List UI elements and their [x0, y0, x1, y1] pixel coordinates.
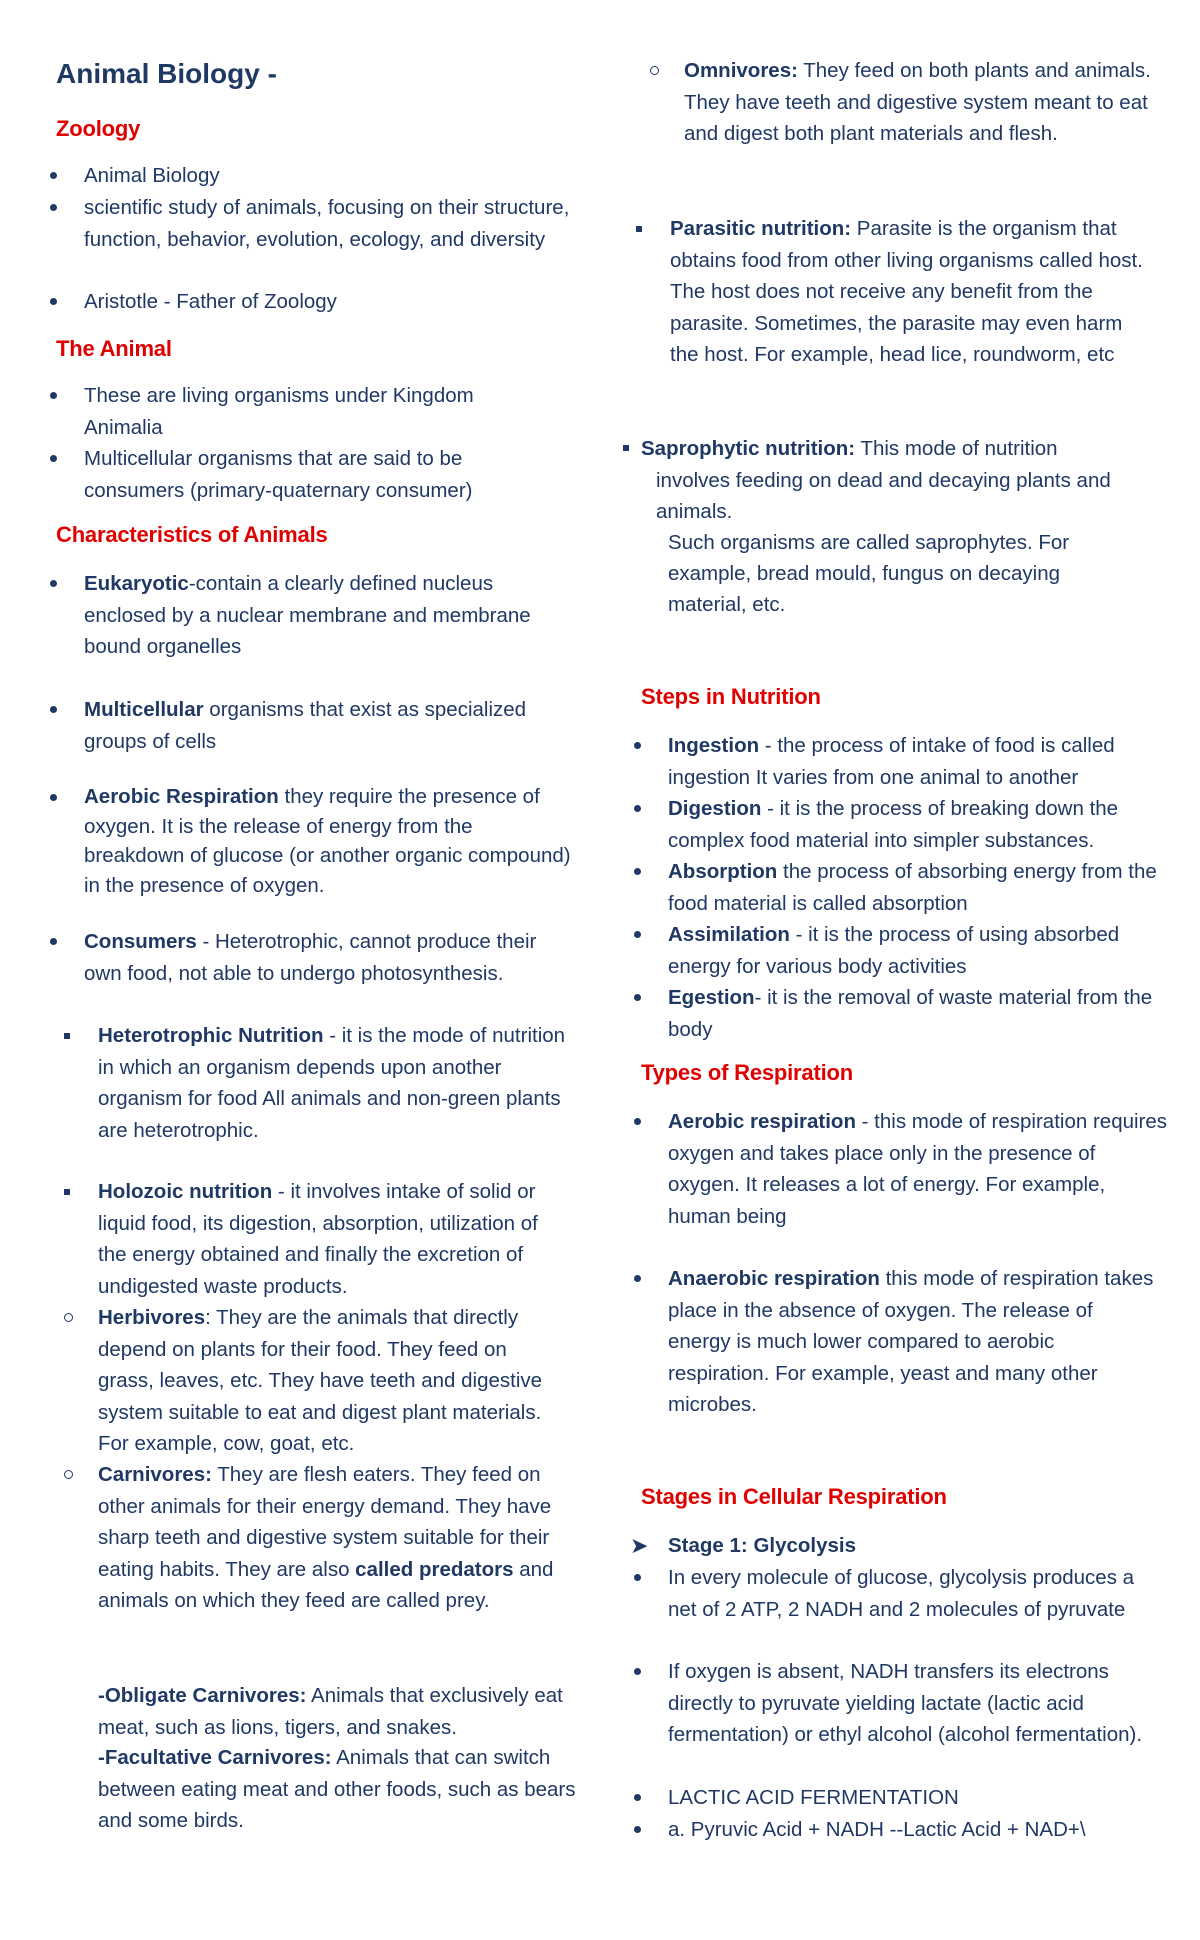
list-item: Consumers - Heterotrophic, cannot produce their own food, not able to undergo photosynthesis. — [84, 930, 537, 985]
stages-heading: Stages in Cellular Respiration — [641, 1484, 947, 1509]
bullet-icon — [634, 1574, 641, 1581]
bullet-icon — [634, 1275, 641, 1282]
bullet-icon — [634, 931, 641, 938]
list-item: a. Pyruvic Acid + NADH --Lactic Acid + NAD+\ — [668, 1818, 1086, 1841]
bullet-icon — [634, 994, 641, 1001]
list-item: Holozoic nutrition - it involves intake of solid or liquid food, its digestion, absorption, utilization of the energy obtained and finally the excretion of undigested waste products. — [98, 1180, 538, 1298]
bullet-icon — [50, 938, 57, 945]
arrow-bullet-icon: ➤ — [630, 1533, 649, 1558]
list-item: Omnivores: They feed on both plants and animals. They have teeth and digestive system meant to eat and digest both plant materials and flesh. — [684, 59, 1151, 145]
list-item: Animal Biology — [84, 164, 220, 187]
respiration-heading: Types of Respiration — [641, 1060, 853, 1085]
square-bullet-icon — [64, 1033, 70, 1039]
list-item: Assimilation - it is the process of using absorbed energy for various body activities — [668, 923, 1120, 978]
bullet-icon — [634, 1794, 641, 1801]
list-item: Anaerobic respiration this mode of respiration takes place in the absence of oxygen. The release of energy is much lower compared to aerobic respiration. For example, yeast and many other microbes. — [668, 1267, 1154, 1416]
text-line: involves feeding on dead and decaying plants and — [656, 469, 1111, 492]
bullet-icon — [634, 805, 641, 812]
text-line: material, etc. — [668, 593, 786, 616]
bullet-icon — [634, 1118, 641, 1125]
square-bullet-icon — [64, 1189, 70, 1195]
list-item: Saprophytic nutrition: This mode of nutrition — [641, 437, 1058, 460]
circle-bullet-icon — [64, 1470, 73, 1479]
list-item: Aerobic respiration - this mode of respiration requires oxygen and takes place only in the presence of oxygen. It releases a lot of energy. For example, human being — [668, 1110, 1168, 1228]
circle-bullet-icon — [64, 1313, 73, 1322]
the-animal-heading: The Animal — [56, 336, 172, 361]
circle-bullet-icon — [650, 66, 659, 75]
steps-heading: Steps in Nutrition — [641, 684, 821, 709]
square-bullet-icon — [623, 445, 629, 451]
bullet-icon — [50, 706, 57, 713]
list-item: Absorption the process of absorbing energy from the food material is called absorption — [668, 860, 1157, 915]
list-item: Aerobic Respiration they require the presence of oxygen. It is the release of energy from the breakdown of glucose (or another organic compound) in the presence of oxygen. — [84, 785, 571, 897]
list-item: In every molecule of glucose, glycolysis produces a net of 2 ATP, 2 NADH and 2 molecules of pyruvate — [668, 1566, 1135, 1621]
stage-title: Stage 1: Glycolysis — [668, 1534, 857, 1557]
list-item: Herbivores: They are the animals that directly depend on plants for their food. They feed on grass, leaves, etc. They have teeth and digestive system suitable to eat and digest plant materials. For example, cow, goat, etc. — [98, 1306, 543, 1455]
obligate-carnivores: -Obligate Carnivores: Animals that exclusively eat meat, such as lions, tigers, and snakes. — [98, 1684, 563, 1739]
bullet-icon — [634, 742, 641, 749]
list-item: scientific study of animals, focusing on their structure, function, behavior, evolution, ecology, and diversity — [84, 196, 570, 251]
characteristics-heading: Characteristics of Animals — [56, 522, 328, 547]
bullet-icon — [50, 298, 57, 305]
list-item: Digestion - it is the process of breaking down the complex food material into simpler substances. — [668, 797, 1119, 852]
bullet-icon — [50, 204, 57, 211]
bullet-icon — [634, 1668, 641, 1675]
list-item: Multicellular organisms that exist as specialized groups of cells — [84, 698, 527, 753]
list-item: Ingestion - the process of intake of food is called ingestion It varies from one animal to another — [668, 734, 1115, 789]
list-item: Carnivores: They are flesh eaters. They feed on other animals for their energy demand. They have sharp teeth and digestive system suitable for their eating habits. They are also called predators and animals on which they feed are called prey. — [98, 1463, 554, 1612]
list-item: Multicellular organisms that are said to be consumers (primary-quaternary consumer) — [84, 447, 473, 502]
bullet-icon — [50, 455, 57, 462]
facultative-carnivores: -Facultative Carnivores: Animals that can switch between eating meat and other foods, such as bears and some birds. — [98, 1746, 576, 1832]
square-bullet-icon — [636, 226, 642, 232]
page-title: Animal Biology - — [56, 58, 277, 89]
list-item: Eukaryotic-contain a clearly defined nucleus enclosed by a nuclear membrane and membrane bound organelles — [84, 572, 531, 658]
bullet-icon — [50, 580, 57, 587]
text-line: animals. — [656, 500, 733, 523]
bullet-icon — [50, 172, 57, 179]
list-item: These are living organisms under Kingdom Animalia — [84, 384, 474, 439]
list-item: If oxygen is absent, NADH transfers its electrons directly to pyruvate yielding lactate (lactic acid fermentation) or ethyl alcohol (alcohol fermentation). — [668, 1660, 1143, 1746]
zoology-heading: Zoology — [56, 116, 141, 141]
bullet-icon — [50, 392, 57, 399]
list-item: Aristotle - Father of Zoology — [84, 290, 337, 313]
bullet-icon — [50, 794, 57, 801]
bullet-icon — [634, 1826, 641, 1833]
list-item: Parasitic nutrition: Parasite is the organism that obtains food from other living organisms called host. The host does not receive any benefit from the parasite. Sometimes, the parasite may even harm the host. For example, head lice, roundworm, etc — [670, 217, 1143, 366]
list-item: Egestion- it is the removal of waste material from the body — [668, 986, 1153, 1041]
bullet-icon — [634, 868, 641, 875]
list-item: LACTIC ACID FERMENTATION — [668, 1786, 959, 1809]
text-line: Such organisms are called saprophytes. For — [668, 531, 1070, 554]
text-line: example, bread mould, fungus on decaying — [668, 562, 1061, 585]
list-item: Heterotrophic Nutrition - it is the mode of nutrition in which an organism depends upon another organism for food All animals and non-green plants are heterotrophic. — [98, 1024, 566, 1142]
